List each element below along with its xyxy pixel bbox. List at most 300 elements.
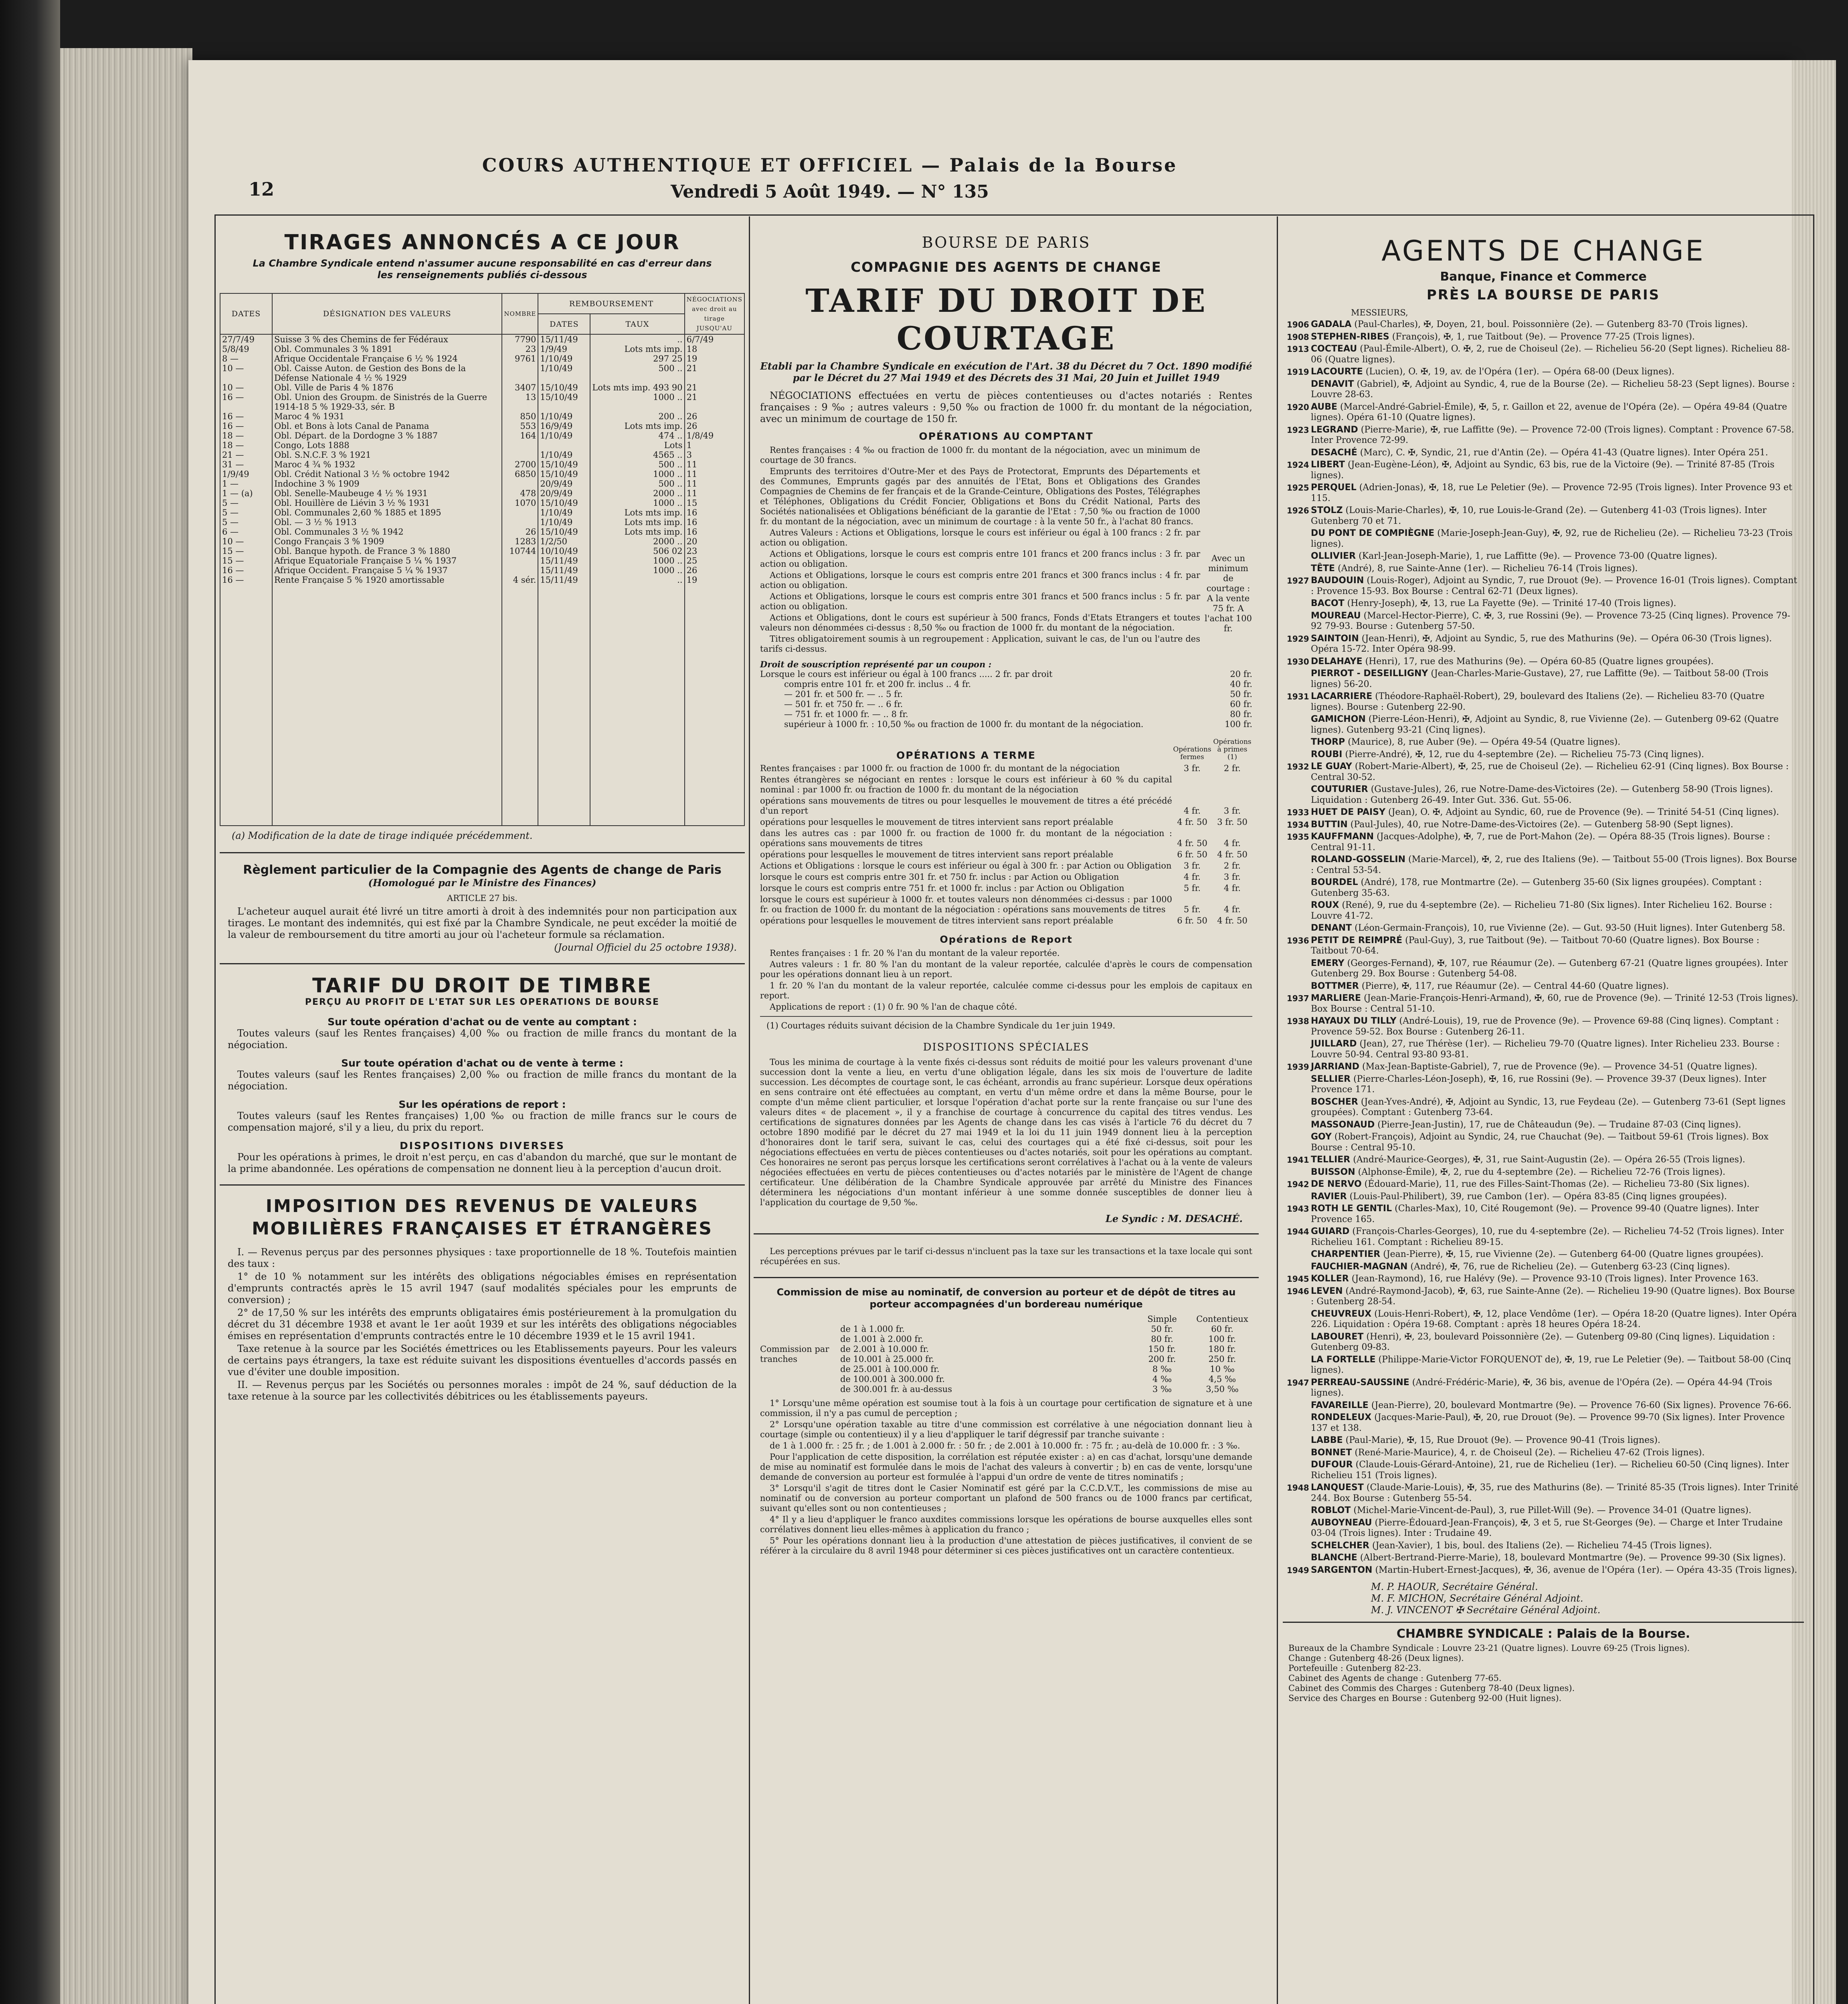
table-cell: 20 (685, 537, 744, 546)
commission-note: de 1 à 1.000 fr. : 25 fr. ; de 1.001 à 2.000 fr. : 50 fr. ; de 2.001 à 10.000 fr. : 75 fr. ; au-delà de 10.000 fr. : 3 ‰. (770, 1441, 1240, 1450)
agent-details: (Pierre-Léon-Henri), ✠, Adjoint au Syndic, 8, rue Vivienne (2e). — Gutenberg 09-62 (Quatre lignes). Gutenberg 93-21 (Cinq lignes). (1311, 714, 1779, 735)
table-cell: 19 (685, 575, 744, 585)
courtage-footnote: (1) Courtages réduits suivant décision de la Chambre Syndicale du 1er juin 1949. (760, 1016, 1252, 1031)
terme-primes: 2 fr. (1223, 764, 1241, 773)
agent-details: (Philippe-Marie-Victor FORQUENOT de), ✠, 19, rue Le Peletier (9e). — Taitbout 58-00 (Cinq lignes). (1311, 1354, 1791, 1375)
table-cell: 1/10/49 (538, 412, 590, 421)
terme-row (760, 883, 1252, 893)
agent-year: 1935 (1287, 832, 1309, 842)
courtage-company: COMPAGNIE DES AGENTS DE CHANGE (851, 259, 1162, 275)
table-cell: Obl. Départ. de la Dordogne 3 % 1887 (272, 431, 502, 440)
chambre-line: Portefeuille : Gutenberg 82-23. (1288, 1663, 1421, 1673)
table-cell: 11 (685, 469, 744, 479)
agent-year (1287, 1120, 1311, 1131)
agent-entry (1287, 1518, 1798, 1539)
commission-contentieux: 100 fr. (1208, 1334, 1236, 1344)
table-cell: 5 — (220, 508, 272, 517)
terme-label: opérations pour lesquelles le mouvement de titres intervient sans report préalable (760, 916, 1114, 925)
agent-year: 1929 (1287, 634, 1309, 644)
commission-note: 1° Lorsqu'une même opération est soumise tout à la fois à un courtage pour certification de signature et à une commission, il n'y a pas cumul de perception ; (760, 1398, 1252, 1418)
agent-entry (1287, 332, 1798, 343)
table-cell: 11 (685, 489, 744, 498)
table-row (220, 556, 744, 566)
reglement-title: Règlement particulier de la Compagnie des Agents de change de Paris (243, 863, 722, 877)
agent-text (1311, 820, 1798, 830)
table-cell: Obl. Communales 3 % 1891 (272, 344, 502, 354)
agent-details: (Gustave-Jules), 26, rue Notre-Dame-des-Victoires (2e). — Gutenberg 58-90 (Trois lignes). Liquidation : Gutenberg 26-49. Inter Gut. 336. Gut. 55-06. (1311, 784, 1773, 805)
table-cell: 25 (685, 556, 744, 566)
agent-details: (Marcel-André-Gabriel-Émile), ✠, 5, r. Gaillon et 22, avenue de l'Opéra (2e). — Opéra 49-84 (Quatre lignes). Opéra 61-10 (Quatre lignes). (1311, 402, 1787, 422)
agent-entry (1287, 598, 1798, 609)
agent-details: (René), 9, rue du 4-septembre (2e). — Richelieu 71-80 (Six lignes). Inter Richelieu 162. Bourse : Louvre 41-72. (1311, 900, 1773, 921)
agent-entry (1287, 379, 1798, 400)
table-cell: Obl. et Bons à lots Canal de Panama (272, 421, 502, 431)
agent-name: DE NERVO (1311, 1179, 1362, 1189)
imposition-block (220, 1184, 745, 1402)
commission-title: Commission de mise au nominatif, de conversion au porteur et de dépôt de titres au porteur accompagnées d'un bordereau numérique (776, 1287, 1236, 1310)
col-remb-taux: TAUX (590, 314, 684, 334)
terme-col-primes: Opérations à primes (1) (1213, 738, 1252, 761)
comptant-item: Actions et Obligations, lorsque le cours est compris entre 101 francs et 200 francs inclus : 3 fr. par action ou obligation. (760, 549, 1200, 569)
souscription-item: supérieur à 1000 fr. : 10,50 ‰ ou fraction de 1000 fr. du montant de la négociation. (784, 719, 1144, 729)
agent-year: 1941 (1287, 1155, 1309, 1165)
table-cell: 23 (502, 344, 538, 354)
tirages-disclaimer: La Chambre Syndicale entend n'assumer aucune responsabilité en cas d'erreur dans les renseignements publiés ci-dessous (253, 258, 712, 281)
agent-text (1311, 993, 1798, 1014)
agent-entry (1287, 1179, 1798, 1190)
agent-year (1287, 448, 1311, 459)
agent-name: EMERY (1311, 958, 1345, 968)
table-cell: Obl. Senelle-Maubeuge 4 ½ % 1931 (272, 489, 502, 498)
agent-entry (1287, 923, 1798, 934)
agent-name: AUBOYNEAU (1311, 1517, 1372, 1528)
agent-year: 1943 (1287, 1204, 1309, 1214)
table-cell (272, 585, 502, 826)
agent-year: 1944 (1287, 1227, 1309, 1236)
agent-details: (Albert-Bertrand-Pierre-Marie), 18, boulevard Montmartre (9e). — Provence 99-30 (Six lignes). (1360, 1553, 1786, 1563)
commission-simple: 4 ‰ (1152, 1374, 1172, 1384)
agent-text (1311, 1483, 1798, 1504)
timbre-h1: Sur toute opération d'achat ou de vente au comptant : (328, 1016, 637, 1028)
agent-year (1287, 564, 1311, 574)
agent-name: AUBE (1311, 402, 1338, 412)
terme-row (760, 775, 1252, 795)
table-cell: Obl. Crédit National 3 ½ % octobre 1942 (272, 469, 502, 479)
agent-entry (1287, 1262, 1798, 1273)
agent-text (1311, 1460, 1798, 1481)
agent-entry (1287, 762, 1798, 783)
agent-entry (1287, 935, 1798, 957)
agent-details: (Pierre-Marie), ✠, rue Laffitte (9e). — Provence 72-00 (Trois lignes). Comptant : Provence 67-58. Inter Provence 72-99. (1311, 424, 1794, 445)
agent-name: BAUDOUIN (1311, 576, 1364, 586)
agent-name: GADALA (1311, 319, 1352, 329)
table-cell: 9761 (502, 354, 538, 364)
table-cell: 1/2/50 (538, 537, 590, 546)
officer: M. J. VINCENOT ✠ Secrétaire Général Adjoint. (1371, 1604, 1601, 1616)
agent-text (1311, 551, 1798, 562)
agent-details: (Marc), C. ✠, Syndic, 21, rue d'Antin (2e). — Opéra 41-43 (Quatre lignes). Inter Opéra 251. (1360, 447, 1768, 458)
comptant-item: Rentes françaises : 4 ‰ ou fraction de 1000 fr. du montant de la négociation, avec un minimum de courtage de 30 francs. (760, 445, 1200, 465)
reglement-source: (Journal Officiel du 25 octobre 1938). (554, 942, 737, 953)
agent-text (1311, 1039, 1798, 1060)
agent-details: (Jean-Pierre), ✠, 15, rue Vivienne (2e). — Gutenberg 64-00 (Quatre lignes groupées). (1383, 1249, 1764, 1259)
table-cell: 10/10/49 (538, 546, 590, 556)
table-cell: Obl. Communales 3 ½ % 1942 (272, 527, 502, 537)
agent-year: 1930 (1287, 657, 1309, 667)
table-row (220, 469, 744, 479)
agent-name: PIERROT - DESEILLIGNY (1311, 669, 1428, 679)
table-cell (220, 585, 272, 826)
agent-details: (Georges-Fernand), ✠, 107, rue Réaumur (2e). — Gutenberg 67-21 (Quatre lignes groupées). Inter Gutenberg 29. Box Bourse : Gutenberg 54-08. (1311, 958, 1788, 979)
comptant-item: Autres Valeurs : Actions et Obligations, lorsque le cours est inférieur ou égal à 100 francs : 2 fr. par action ou obligation. (760, 528, 1200, 547)
agent-entry (1287, 784, 1798, 806)
commission-simple: 200 fr. (1148, 1354, 1176, 1364)
agent-text (1311, 807, 1798, 818)
chambre-block (1283, 1622, 1804, 1703)
agent-details: (Jean), 27, rue Thérèse (1er). — Richelieu 79-70 (Quatre lignes). Inter Richelieu 233. Bourse : Louvre 50-94. Central 93-80 93-81. (1311, 1039, 1780, 1060)
table-cell: 16 (685, 517, 744, 527)
table-filler-row (220, 585, 744, 826)
table-row (220, 566, 744, 575)
agent-text (1311, 425, 1798, 446)
table-row (220, 421, 744, 431)
agent-entry (1287, 1274, 1798, 1285)
agent-year: 1946 (1287, 1286, 1309, 1296)
agent-name: BOTTMER (1311, 981, 1359, 991)
table-cell: Lots (590, 440, 684, 450)
scan-background (0, 0, 60, 2004)
agent-entry (1287, 1553, 1798, 1564)
agent-text (1311, 714, 1798, 735)
agent-details: (Pierre-Édouard-Jean-François), ✠, 3 et 5, rue St-Georges (9e). — Charge et Inter Trudaine 03-04 (Trois lignes). Inter : Trudaine 49. (1311, 1517, 1783, 1538)
agent-year (1287, 784, 1311, 806)
table-cell: 1/9/49 (538, 344, 590, 354)
agent-year: 1920 (1287, 402, 1309, 412)
table-cell: Obl. Caisse Auton. de Gestion des Bons de la Défense Nationale 4 ½ % 1929 (272, 364, 502, 383)
agent-entry (1287, 344, 1798, 365)
table-cell: 474 .. (590, 431, 684, 440)
report-item: 1 fr. 20 % l'an du montant de la valeur reportée, calculée comme ci-dessus pour les emplois de capitaux en report. (760, 981, 1252, 1000)
agent-entry (1287, 749, 1798, 760)
agent-entry (1287, 1226, 1798, 1248)
table-cell: Suisse 3 % des Chemins de fer Fédéraux (272, 334, 502, 344)
agent-text (1311, 1204, 1798, 1225)
agent-entry (1287, 1249, 1798, 1260)
report-title: Opérations de Report (940, 934, 1073, 945)
table-cell: 16 — (220, 566, 272, 575)
terme-row (760, 828, 1252, 848)
commission-simple: 50 fr. (1151, 1324, 1173, 1334)
column-courtage (754, 218, 1259, 2004)
agent-text (1311, 564, 1798, 574)
agent-details: (Martin-Hubert-Ernest-Jacques), ✠, 36, avenue de l'Opéra (1er). — Opéra 43-35 (Trois lignes). (1375, 1565, 1797, 1575)
agent-entry (1287, 1378, 1798, 1399)
report-list (754, 948, 1259, 1012)
agent-name: JARRIAND (1311, 1062, 1359, 1072)
agent-year (1287, 1167, 1311, 1178)
terme-row (760, 817, 1252, 827)
table-cell: 500 .. (590, 364, 684, 383)
table-cell: Obl. Union des Groupm. de Sinistrés de la Guerre 1914-18 5 % 1929-33, sér. B (272, 392, 502, 412)
table-cell: Obl. Communales 2,60 % 1885 et 1895 (272, 508, 502, 517)
terme-title: OPÉRATIONS A TERME (896, 749, 1036, 761)
table-row (220, 431, 744, 440)
table-cell (502, 585, 538, 826)
timbre-h4: DISPOSITIONS DIVERSES (400, 1140, 565, 1151)
terme-fermes: 3 fr. (1183, 764, 1201, 773)
souscription-item: — 751 fr. et 1000 fr. — .. 8 fr. (784, 709, 908, 719)
agent-details: (Marie-Joseph-Jean-Guy), ✠, 92, rue de Richelieu (2e). — Richelieu 73-23 (Trois lignes). (1311, 528, 1793, 549)
agent-year (1287, 1460, 1311, 1481)
timbre-t4: Pour les opérations à primes, le droit n'est perçu, en cas d'abandon du marché, que sur le montant de la prime abandonnée. Les opérations de compensation ne donnent lieu à la perception d'aucun droit. (228, 1151, 737, 1174)
comptant-title: OPÉRATIONS AU COMPTANT (919, 430, 1094, 442)
col-negociations: NÉGOCIATIONS avec droit au tirage JUSQU'AU (685, 293, 744, 334)
table-cell: 18 (685, 344, 744, 354)
agent-name: PERREAU-SAUSSINE (1311, 1377, 1409, 1388)
commission-range: de 10.001 à 25.000 fr. (840, 1354, 934, 1364)
agent-text (1311, 1097, 1798, 1118)
agent-entry (1287, 1097, 1798, 1118)
table-cell: Obl. S.N.C.F. 3 % 1921 (272, 450, 502, 460)
agent-entry (1287, 832, 1798, 853)
agent-name: DU PONT DE COMPIÈGNE (1311, 528, 1435, 538)
table-row (220, 575, 744, 585)
agent-year: 1945 (1287, 1274, 1309, 1284)
table-cell: 20/9/49 (538, 489, 590, 498)
column-agents (1283, 218, 1804, 2004)
agent-text (1311, 1155, 1798, 1166)
agent-year (1287, 528, 1311, 549)
agent-text (1311, 528, 1798, 549)
agent-details: (André-Louis), 19, rue de Provence (9e). — Provence 69-88 (Cinq lignes). Comptant : Provence 59-52. Box Bourse : Gutenberg 26-11. (1311, 1016, 1779, 1037)
table-cell: Obl. Houillère de Liévin 3 ½ % 1931 (272, 498, 502, 508)
table-cell: 2000 .. (590, 489, 684, 498)
table-cell (590, 585, 684, 826)
syndic-signature: Le Syndic : M. DESACHÉ. (1105, 1213, 1243, 1224)
agent-entry (1287, 1016, 1798, 1037)
tirages-title: TIRAGES ANNONCÉS A CE JOUR (284, 230, 680, 255)
tirages-note: (a) Modification de la date de tirage indiquée précédemment. (232, 830, 533, 841)
agent-name: RONDELEUX (1311, 1412, 1372, 1422)
terme-fermes: 4 fr. 50 (1177, 838, 1207, 848)
agent-year (1287, 855, 1311, 876)
table-row (220, 364, 744, 383)
agent-details: (Pierre-André), ✠, 12, rue du 4-septembre (2e). — Richelieu 75-73 (Cinq lignes). (1345, 749, 1704, 760)
table-cell: 19 (685, 354, 744, 364)
agent-year (1287, 551, 1311, 562)
agent-year: 1934 (1287, 820, 1309, 830)
terme-row (760, 861, 1252, 871)
agent-details: (Paul-Charles), ✠, Doyen, 21, boul. Poissonnière (2e). — Gutenberg 83-70 (Trois lignes). (1354, 319, 1748, 329)
agent-name: ROUBI (1311, 749, 1343, 760)
agent-details: (Charles-Max), 10, Cité Rougemont (9e). — Provence 99-40 (Quatre lignes). Inter Provence 165. (1311, 1204, 1759, 1224)
table-cell (502, 566, 538, 575)
agent-entry (1287, 691, 1798, 713)
terme-list (754, 764, 1259, 926)
table-cell: 8 — (220, 354, 272, 364)
commission-row (840, 1344, 1252, 1354)
souscription-min: 40 fr. (1230, 679, 1252, 689)
souscription-item: — 201 fr. et 500 fr. — .. 5 fr. (784, 689, 903, 699)
agent-year (1287, 1132, 1311, 1153)
comptant-item: Actions et Obligations, dont le cours est supérieur à 500 francs, Fonds d'Etats Etrangers et toutes valeurs non dénommées ci-dessus : 8,50 ‰ ou fraction de 1000 fr. du montant de la négociation. (760, 613, 1200, 632)
table-cell (538, 585, 590, 826)
table-cell: Lots mts imp. (590, 421, 684, 431)
agent-text (1311, 1448, 1798, 1459)
agent-entry (1287, 634, 1798, 655)
agent-year: 1948 (1287, 1483, 1309, 1493)
table-cell: 164 (502, 431, 538, 440)
table-cell: Obl. Ville de Paris 4 % 1876 (272, 383, 502, 392)
agent-year: 1908 (1287, 332, 1309, 342)
agent-details: (Henri), ✠, 23, boulevard Poissonnière (2e). — Gutenberg 09-80 (Cinq lignes). Liquidation : Gutenberg 09-83. (1311, 1331, 1775, 1352)
agent-year: 1949 (1287, 1565, 1309, 1575)
agent-text (1311, 749, 1798, 760)
table-cell: 1 — (220, 479, 272, 489)
messieurs: MESSIEURS, (1351, 308, 1408, 317)
agent-name: MARLIERE (1311, 993, 1361, 1003)
commission-note: 3° Lorsqu'il s'agit de titres dont le Casier Nominatif est géré par la C.C.D.V.T., les commissions de mise au nominatif ou de conversion au porteur comportant un plafond de 500 francs ou de 1000 francs par certificat, suivant qu'elles sont ou non contentieuses ; (760, 1483, 1252, 1513)
agent-text (1311, 832, 1798, 853)
timbre-title: TARIF DU DROIT DE TIMBRE (312, 974, 653, 997)
imposition-item: I. — Revenus perçus par des personnes physiques : taxe proportionnelle de 18 %. Toutefois maintien des taux : (228, 1246, 737, 1269)
table-cell: 2700 (502, 460, 538, 469)
table-row (220, 527, 744, 537)
agent-year (1287, 1505, 1311, 1516)
agent-name: LACARRIERE (1311, 691, 1373, 701)
agent-details: (Jean), O. ✠, Adjoint au Syndic, 60, rue de Provence (9e). — Trinité 54-51 (Cinq lignes). (1388, 807, 1779, 817)
officer: M. P. HAOUR, Secrétaire Général. (1371, 1581, 1538, 1592)
chambre-line: Cabinet des Commis des Charges : Gutenberg 78-40 (Deux lignes). (1288, 1683, 1575, 1693)
table-cell: 5/8/49 (220, 344, 272, 354)
table-cell: 15/10/49 (538, 527, 590, 537)
table-row (220, 450, 744, 460)
commission-range: de 2.001 à 10.000 fr. (840, 1344, 929, 1354)
imposition-list (228, 1246, 737, 1402)
table-row (220, 546, 744, 556)
table-row (220, 498, 744, 508)
table-cell: 5 — (220, 498, 272, 508)
col-remb-dates: DATES (538, 314, 590, 334)
agent-name: COCTEAU (1311, 344, 1357, 354)
comptant-item: Titres obligatoirement soumis à un regroupement : Application, suivant le cas, de l'un ou l'autre des tarifs ci-dessus. (760, 634, 1200, 654)
agent-entry (1287, 900, 1798, 921)
agent-details: (Pierre-Charles-Léon-Joseph), ✠, 16, rue Rossini (9e). — Provence 39-37 (Deux lignes). Inter Provence 171. (1311, 1074, 1767, 1095)
table-row (220, 334, 744, 344)
agent-name: BACOT (1311, 598, 1345, 608)
agent-details: (Paul-Guy), 3, rue Taitbout (9e). — Taitbout 70-60 (Quatre lignes). Box Bourse : Taitbout 70-64. (1311, 935, 1759, 956)
agent-entry (1287, 855, 1798, 876)
terme-primes: 2 fr. (1223, 861, 1241, 871)
terme-fermes: 3 fr. (1183, 861, 1201, 871)
terme-row (760, 895, 1252, 915)
agent-details: (Léon-Germain-François), 10, rue Vivienne (2e). — Gut. 93-50 (Huit lignes). Inter Gutenberg 58. (1355, 923, 1785, 933)
table-cell: 26 (685, 566, 744, 575)
commission-simple: 80 fr. (1151, 1334, 1173, 1344)
table-cell: Lots mts imp. (590, 508, 684, 517)
agent-entry (1287, 714, 1798, 735)
table-cell: .. (590, 575, 684, 585)
terme-primes: 4 fr. (1223, 905, 1241, 914)
agent-name: SELLIER (1311, 1074, 1351, 1084)
agent-entry (1287, 1332, 1798, 1353)
reglement-block (220, 852, 745, 954)
commission-notes (760, 1398, 1252, 1556)
terme-row (760, 850, 1252, 860)
column-divider-1 (749, 216, 750, 2004)
agent-year (1287, 1097, 1311, 1118)
table-cell: 15 — (220, 546, 272, 556)
table-cell: 23 (685, 546, 744, 556)
imposition-item: Taxe retenue à la source par les Sociétés émettrices ou les Etablissements payeurs. Pour les valeurs de certains pays étrangers, la taxe est réduite suivant les dispositions éventuelles d'accords passés en vue d'éviter une double imposition. (228, 1343, 737, 1378)
table-row (220, 412, 744, 421)
agent-name: TÊTE (1311, 563, 1335, 574)
table-cell (502, 450, 538, 460)
souscription-title: Droit de souscription représenté par un coupon : (760, 659, 992, 669)
agent-entry (1287, 1039, 1798, 1060)
agent-name: BOURDEL (1311, 877, 1358, 887)
officers-list (1283, 1581, 1804, 1616)
imposition-title: IMPOSITION DES REVENUS DE VALEURS MOBILIÈRES FRANÇAISES ET ÉTRANGÈRES (252, 1196, 713, 1239)
agent-name: OLLIVIER (1311, 551, 1356, 561)
agent-year (1287, 1518, 1311, 1539)
agent-name: SAINTOIN (1311, 633, 1359, 644)
table-cell: 1000 .. (590, 556, 684, 566)
table-cell: 1/10/49 (538, 517, 590, 527)
commission-range: de 1.001 à 2.000 fr. (840, 1334, 924, 1344)
table-cell: 31 — (220, 460, 272, 469)
agent-details: (Pierre-Jean-Justin), 17, rue de Châteaudun (9e). — Trudaine 87-03 (Cinq lignes). (1377, 1119, 1741, 1130)
agent-details: (Louis-Henri-Robert), ✠, 12, place Vendôme (1er). — Opéra 18-20 (Quatre lignes). Inter Opéra 226. Liquidation : Opéra 19-68. Comptant : après 18 heures Opéra 18-24. (1311, 1309, 1797, 1329)
agent-entry (1287, 1192, 1798, 1202)
table-row (220, 489, 744, 498)
report-item: Rentes françaises : 1 fr. 20 % l'an du montant de la valeur reportée. (770, 948, 1060, 958)
table-row (220, 517, 744, 527)
commission-range: de 100.001 à 300.000 fr. (840, 1374, 945, 1384)
reglement-subtitle: (Homologué par le Ministre des Finances) (368, 877, 596, 889)
agents-subtitle: Banque, Finance et Commerce (1440, 270, 1647, 284)
agent-details: (Jean-Charles-Marie-Gustave), 27, rue Laffitte (9e). — Taitbout 58-00 (Trois lignes) 56-20. (1311, 669, 1769, 689)
agent-year (1287, 1412, 1311, 1434)
agent-entry (1287, 1355, 1798, 1376)
table-cell: 500 .. (590, 479, 684, 489)
agent-year: 1927 (1287, 576, 1309, 586)
table-cell: 1000 .. (590, 469, 684, 479)
agent-name: TELLIER (1311, 1155, 1351, 1165)
agent-text (1311, 1120, 1798, 1131)
agent-details: (Gabriel), ✠, Adjoint au Syndic, 4, rue de la Bourse (2e). — Richelieu 58-23 (Sept lignes). Bourse : Louvre 28-63. (1311, 379, 1795, 400)
agent-text (1311, 877, 1798, 899)
agent-name: GAMICHON (1311, 714, 1366, 724)
table-cell: 16 (685, 527, 744, 537)
report-item: Autres valeurs : 1 fr. 80 % l'an du montant de la valeur reportée, calculée d'après le cours de compensation pour les opérations donnant lieu à un report. (760, 960, 1252, 979)
agent-text (1311, 634, 1798, 655)
agent-entry (1287, 657, 1798, 667)
chambre-line: Service des Charges en Bourse : Gutenberg 92-00 (Huit lignes). (1288, 1693, 1562, 1703)
agent-entry (1287, 993, 1798, 1014)
agent-year (1287, 1553, 1311, 1564)
agent-text (1311, 1179, 1798, 1190)
commission-simple: 8 ‰ (1152, 1364, 1172, 1374)
agent-name: LIBERT (1311, 460, 1345, 470)
courtage-overline: BOURSE DE PARIS (922, 234, 1091, 251)
commission-note: Pour l'application de cette disposition, la corrélation est réputée exister : a) en cas d'achat, lorsqu'une demande de mise au nominatif est formulée dans le mois de l'achat des valeurs à convertir ; b) en cas de vente, lorsqu'une demande de conversion au porteur est formulée à l'appui d'un ordre de vente de titres nominatifs ; (760, 1452, 1252, 1482)
chambre-title: CHAMBRE SYNDICALE : Palais de la Bourse. (1396, 1627, 1690, 1641)
agent-details: (André-Maurice-Georges), ✠, 31, rue Saint-Augustin (2e). — Opéra 26-55 (Trois lignes). (1353, 1155, 1745, 1165)
agent-text (1311, 1226, 1798, 1248)
agent-year (1287, 877, 1311, 899)
officer: M. F. MICHON, Secrétaire Général Adjoint. (1371, 1593, 1583, 1604)
